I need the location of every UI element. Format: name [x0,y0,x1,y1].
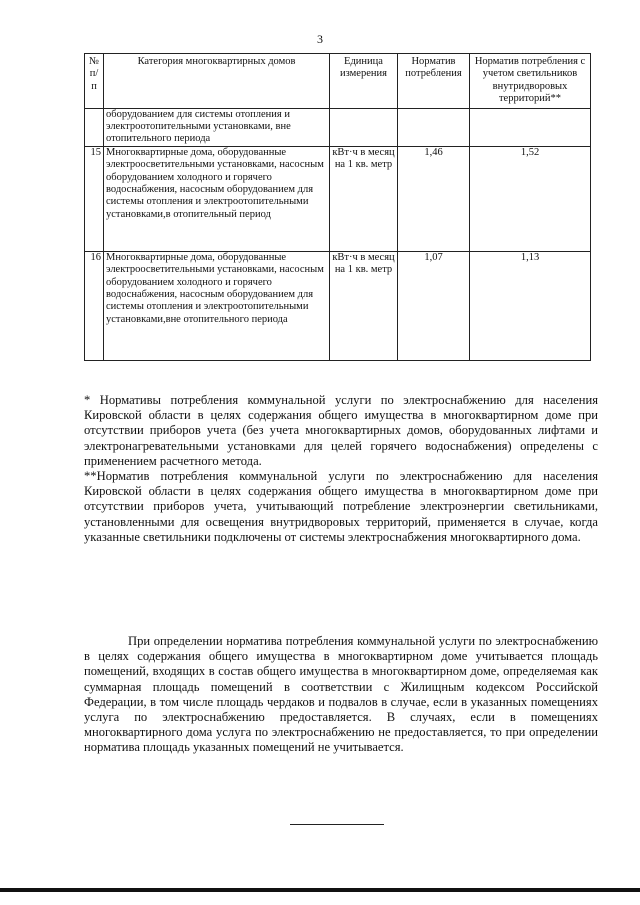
row-unit: кВт·ч в месяц на 1 кв. метр [330,146,398,251]
body-text [84,634,598,756]
body-paragraph: При определении норматива потребления коммунальной услуги по электроснабжению в целях содержания общего имущества в многоквартирном доме учитывается площадь помещений, входящих в состав общего имущества в многоквартирном доме, определяемая как суммарная площадь помещений в соответствии с Жилищным кодексом Российской Федерации, в том числе площадь чердаков и подвалов в случае, если в указанных помещениях услуга по электроснабжению предоставляется. В случаях, если в помещениях многоквартирного дома услуга по электроснабжению не предоставляется, то при определении норматива площадь указанных помещений не учитывается. [84,634,598,755]
row-category: Многоквартирные дома, оборудованные электроосветительными установками, насосным оборудованием холодного и горячего водоснабжения, насосным оборудованием для системы отопления и электроотопительными установками,вне отопительного периода [104,251,330,360]
consumption-norms-table [84,53,591,361]
footnotes [84,393,598,545]
row-norm-lights: 1,52 [470,146,591,251]
footnote-1: * Нормативы потребления коммунальной услуги по электроснабжению для населения Кировской области в целях содержания общего имущества в многоквартирном доме при отсутствии приборов учета (без учета многоквартирных домов, оборудованных лифтами и электронагревательными установками для целей горячего водоснабжения) определены с применением расчетного метода. [84,393,598,468]
row-norm: 1,46 [398,146,470,251]
row-unit: кВт·ч в месяц на 1 кв. метр [330,251,398,360]
header-unit: Единица измерения [330,54,398,109]
row-norm: 1,07 [398,251,470,360]
row-norm-lights: 1,13 [470,251,591,360]
table-header-row [85,54,591,109]
scan-bottom-edge [0,888,640,892]
header-num: № п/п [85,54,104,109]
header-norm: Норматив потребления [398,54,470,109]
table-row [85,146,591,251]
page-number: 3 [317,32,323,46]
table-row-continuation [85,108,591,146]
continuation-category: оборудованием для системы отопления и электроотопительными установками, вне отопительного периода [104,108,330,146]
end-separator-line [290,824,384,825]
row-num: 15 [85,146,104,251]
row-num: 16 [85,251,104,360]
header-category: Категория многоквартирных домов [104,54,330,109]
row-category: Многоквартирные дома, оборудованные электроосветительными установками, насосным оборудованием холодного и горячего водоснабжения, насосным оборудованием для системы отопления и электроотопительными установками,в отопительный период [104,146,330,251]
table-row [85,251,591,360]
footnote-2: **Норматив потребления коммунальной услуги по электроснабжению для населения Кировской области в целях содержания общего имущества в многоквартирном доме при отсутствии приборов учета, учитывающий потребление электроэнергии светильниками, установленными для освещения внутридворовых территорий, применяется в случае, когда указанные светильники подключены от системы электроснабжения многоквартирного дома. [84,469,598,544]
header-norm-lights: Норматив потребления с учетом светильников внутридворовых территорий** [470,54,591,109]
